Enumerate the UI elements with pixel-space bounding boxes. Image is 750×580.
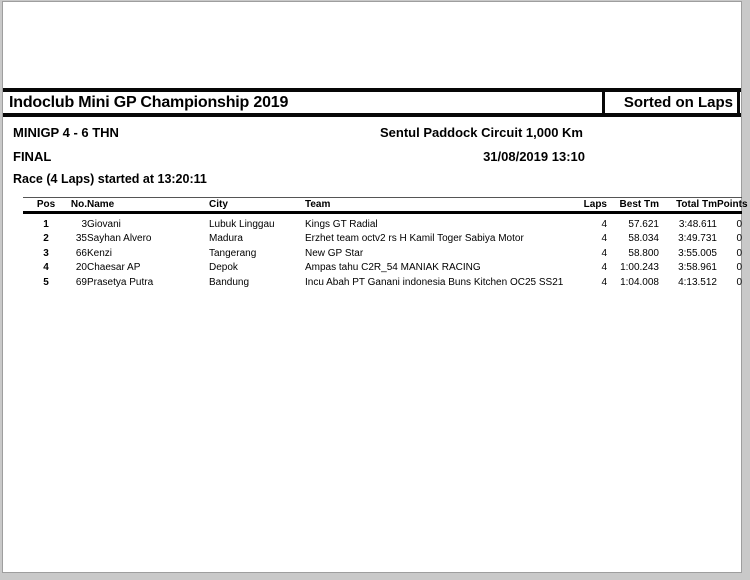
cell-pos: 4 — [43, 262, 49, 274]
cell-laps: 4 — [601, 247, 607, 259]
sorted-on-laps-badge: Sorted on Laps — [602, 92, 740, 113]
datetime-label: 31/08/2019 13:10 — [483, 149, 585, 164]
cell-team: New GP Star — [305, 247, 364, 259]
cell-no: 20 — [75, 262, 87, 274]
cell-best-tm: 58.800 — [628, 247, 659, 259]
col-header-name: Name — [87, 198, 209, 213]
cell-name: Kenzi — [87, 247, 113, 259]
table-row — [23, 275, 742, 290]
cell-team: Kings GT Radial — [305, 218, 378, 230]
table-row — [23, 246, 742, 261]
cell-no: 35 — [75, 233, 87, 245]
page-title: Indoclub Mini GP Championship 2019 — [9, 94, 289, 111]
cell-laps: 4 — [601, 262, 607, 274]
cell-total-tm: 3:58.961 — [678, 262, 717, 274]
cell-team: Erzhet team octv2 rs H Kamil Toger Sabiya Motor — [305, 233, 524, 245]
cell-total-tm: 3:49.731 — [678, 233, 717, 245]
cell-points: 0 — [736, 262, 742, 274]
cell-points: 0 — [736, 247, 742, 259]
cell-city: Depok — [209, 262, 238, 274]
session-label: FINAL — [13, 149, 52, 164]
cell-name: Prasetya Putra — [87, 276, 154, 288]
col-header-team: Team — [305, 198, 563, 213]
cell-pos: 1 — [43, 218, 49, 230]
col-header-pos: Pos — [23, 198, 69, 213]
results-table — [23, 197, 748, 290]
cell-pos: 5 — [43, 276, 49, 288]
cell-city: Bandung — [209, 276, 250, 288]
cell-city: Madura — [209, 233, 243, 245]
cell-no: 3 — [81, 218, 87, 230]
cell-total-tm: 3:48.611 — [678, 218, 717, 230]
cell-name: Chaesar AP — [87, 262, 141, 274]
title-band — [3, 88, 741, 117]
race-info: Race (4 Laps) started at 13:20:11 — [13, 172, 207, 186]
cell-team: Ampas tahu C2R_54 MANIAK RACING — [305, 262, 481, 274]
col-header-points: Points — [717, 198, 742, 213]
class-label: MINIGP 4 - 6 THN — [13, 125, 119, 140]
cell-no: 66 — [75, 247, 87, 259]
circuit-label: Sentul Paddock Circuit 1,000 Km — [379, 125, 583, 140]
cell-total-tm: 4:13.512 — [678, 276, 717, 288]
col-header-total-tm: Total Tm — [659, 198, 717, 213]
col-header-laps: Laps — [563, 198, 607, 213]
cell-city: Tangerang — [209, 247, 257, 259]
cell-best-tm: 1:00.243 — [620, 262, 659, 274]
cell-laps: 4 — [601, 218, 607, 230]
cell-laps: 4 — [601, 276, 607, 288]
cell-best-tm: 1:04.008 — [620, 276, 659, 288]
cell-best-tm: 57.621 — [628, 218, 659, 230]
table-row — [23, 213, 742, 232]
cell-laps: 4 — [601, 233, 607, 245]
cell-total-tm: 3:55.005 — [678, 247, 717, 259]
cell-points: 0 — [736, 218, 742, 230]
col-header-no: No. — [69, 198, 87, 213]
table-row — [23, 232, 742, 247]
cell-city: Lubuk Linggau — [209, 218, 275, 230]
cell-no: 69 — [75, 276, 87, 288]
results-sheet-page — [2, 1, 748, 573]
cell-best-tm: 58.034 — [628, 233, 659, 245]
col-header-best-tm: Best Tm — [607, 198, 659, 213]
cell-name: Sayhan Alvero — [87, 233, 152, 245]
cell-points: 0 — [736, 276, 742, 288]
cell-name: Giovani — [87, 218, 121, 230]
table-row — [23, 261, 742, 276]
cell-pos: 2 — [43, 233, 49, 245]
col-header-city: City — [209, 198, 305, 213]
cell-pos: 3 — [43, 247, 49, 259]
cell-points: 0 — [736, 233, 742, 245]
table-header-row — [23, 198, 742, 213]
cell-team: Incu Abah PT Ganani indonesia Buns Kitchen OC25 SS21 — [305, 276, 564, 288]
